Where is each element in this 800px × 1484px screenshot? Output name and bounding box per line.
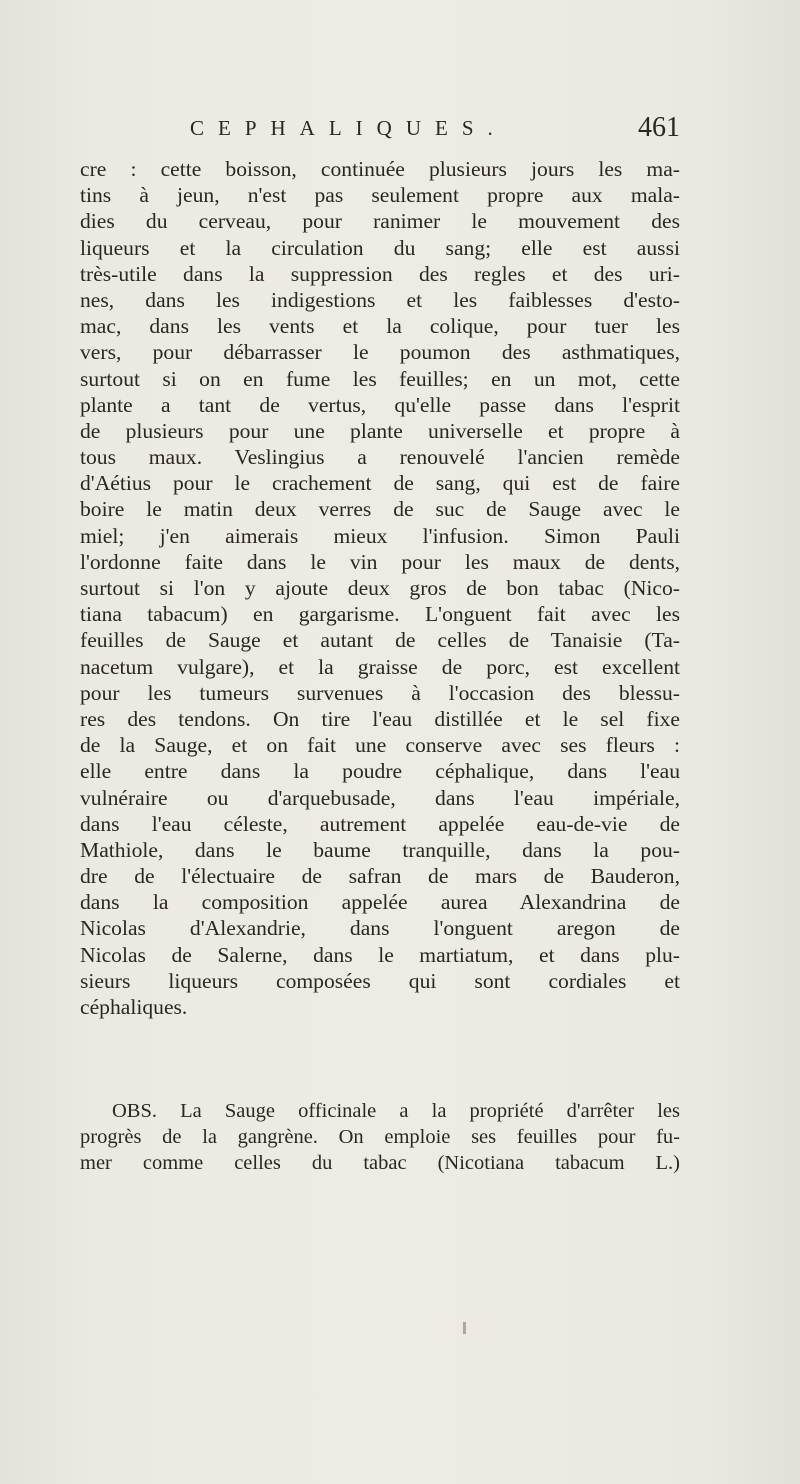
text-line: céphaliques. — [80, 995, 188, 1019]
text-line: cre : cette boisson, continuée plusieurs jours les ma- — [80, 157, 680, 181]
ink-speck — [463, 1322, 466, 1334]
text-line: mac, dans les vents et la colique, pour tuer les — [80, 314, 680, 339]
text-line: nacetum vulgare), et la graisse de porc, est excellent — [80, 654, 680, 679]
text-line: de la Sauge, et on fait une conserve avec ses fleurs : — [80, 733, 680, 758]
running-title: CEPHALIQUES. — [190, 116, 507, 140]
text-line: nes, dans les indigestions et les faiblesses d'esto- — [80, 287, 680, 312]
text-line: liqueurs et la circulation du sang; elle est aussi — [80, 235, 680, 260]
observation-note — [80, 1098, 680, 1176]
text-line: de plusieurs pour une plante universelle et propre à — [80, 418, 680, 443]
text-line: elle entre dans la poudre céphalique, dans l'eau — [80, 759, 680, 784]
text-line: dans la composition appelée aurea Alexandrina de — [80, 890, 680, 915]
text-line: d'Aétius pour le crachement de sang, qui est de faire — [80, 471, 680, 496]
main-paragraph — [80, 156, 680, 1020]
page-number: 461 — [638, 112, 680, 143]
text-line: vers, pour débarrasser le poumon des asthmatiques, — [80, 340, 680, 365]
text-line: très-utile dans la suppression des regles et des uri- — [80, 261, 680, 286]
text-line: vulnéraire ou d'arquebusade, dans l'eau impériale, — [80, 785, 680, 810]
text-line: res des tendons. On tire l'eau distillée et le sel fixe — [80, 706, 680, 731]
text-line: boire le matin deux verres de suc de Sauge avec le — [80, 497, 680, 522]
text-line: Mathiole, dans le baume tranquille, dans la pou- — [80, 837, 680, 862]
obs-line: progrès de la gangrène. On emploie ses feuilles pour fu- — [80, 1126, 680, 1148]
obs-line: mer comme celles du tabac (Nicotiana tabacum L.) — [80, 1152, 680, 1174]
text-line: surtout si l'on y ajoute deux gros de bon tabac (Nico- — [80, 576, 680, 600]
text-line: feuilles de Sauge et autant de celles de Tanaisie (Ta- — [80, 628, 680, 653]
text-line: l'ordonne faite dans le vin pour les maux de dents, — [80, 549, 680, 574]
text-line: dies du cerveau, pour ranimer le mouvement des — [80, 209, 680, 234]
obs-line: OBS. La Sauge officinale a la propriété d'arrêter les — [112, 1100, 680, 1122]
text-line: dans l'eau céleste, autrement appelée eau-de-vie de — [80, 811, 680, 836]
text-line: tiana tabacum) en gargarisme. L'onguent fait avec les — [80, 602, 680, 627]
text-line: pour les tumeurs survenues à l'occasion des blessu- — [80, 680, 680, 705]
text-line: sieurs liqueurs composées qui sont cordiales et — [80, 968, 680, 993]
text-line: Nicolas d'Alexandrie, dans l'onguent aregon de — [80, 916, 680, 941]
text-line: Nicolas de Salerne, dans le martiatum, et dans plu- — [80, 942, 680, 967]
text-line: surtout si on en fume les feuilles; en un mot, cette — [80, 366, 680, 391]
text-line: tous maux. Veslingius a renouvelé l'ancien remède — [80, 445, 680, 470]
text-line: tins à jeun, n'est pas seulement propre aux mala- — [80, 183, 680, 208]
text-line: dre de l'électuaire de safran de mars de Bauderon, — [80, 864, 680, 889]
page-header — [160, 112, 680, 152]
text-line: plante a tant de vertus, qu'elle passe dans l'esprit — [80, 392, 680, 417]
text-line: miel; j'en aimerais mieux l'infusion. Simon Pauli — [80, 523, 680, 548]
